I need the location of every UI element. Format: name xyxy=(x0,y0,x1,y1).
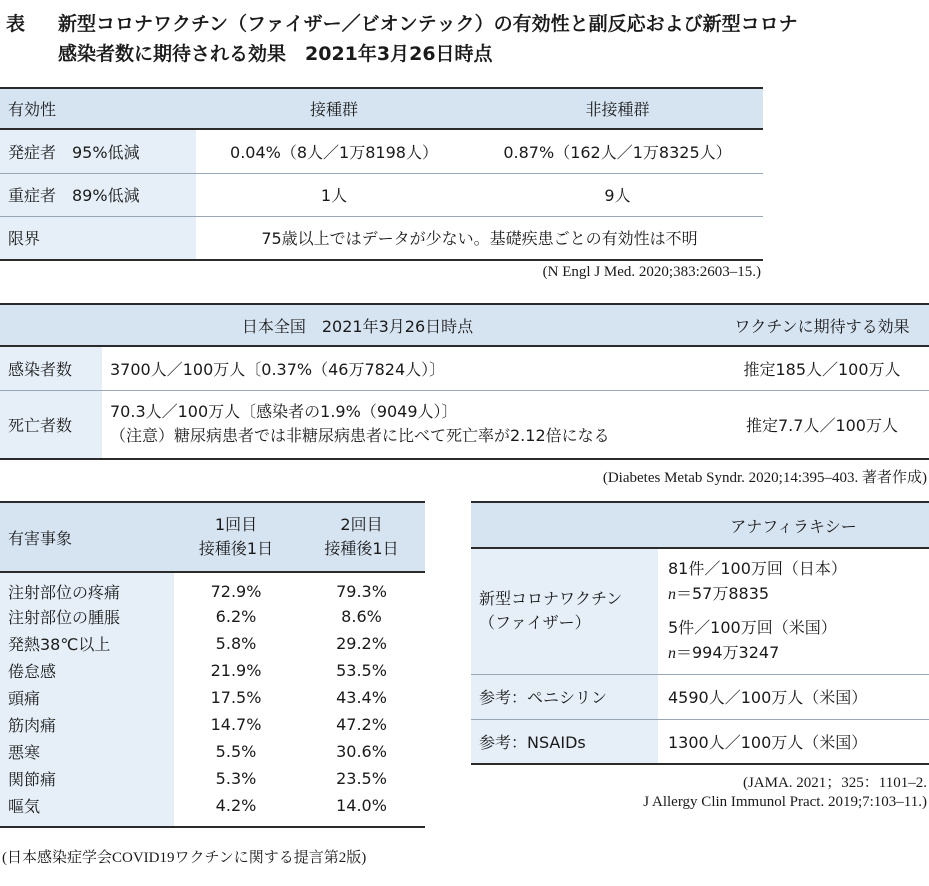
adverse-dose2-value: 14.0% xyxy=(336,795,387,815)
anaphylaxis-source-1: (JAMA. 2021；325：1101–2. xyxy=(742,775,927,791)
efficacy-vaccinated-value: 0.04%（8人／1万8198人） xyxy=(230,142,438,162)
adverse-table xyxy=(0,501,425,828)
efficacy-header-label: 有効性 xyxy=(8,100,57,119)
adverse-name: 発熱38℃以上 xyxy=(0,630,174,657)
anaphylaxis-us-rate: 5件／100万回（米国） xyxy=(668,618,837,638)
efficacy-header-vaccinated: 接種群 xyxy=(309,100,358,119)
efficacy-table xyxy=(0,87,763,261)
adverse-dose2-value: 43.4% xyxy=(336,688,387,707)
adverse-dose1-value: 5.5% xyxy=(215,742,257,761)
efficacy-row-label: 重症者 89%低減 xyxy=(0,173,196,216)
adverse-name: 嘔気 xyxy=(0,792,174,827)
anaphylaxis-vaccine-sub: （ファイザー） xyxy=(479,613,591,633)
adverse-header-dose1: 1回目 xyxy=(214,515,258,534)
adverse-header-label: 有害事象 xyxy=(8,528,73,548)
title-line-1: 新型コロナワクチン（ファイザー／ビオンテック）の有効性と副反応および新型コロナ xyxy=(58,13,798,35)
japan-death-note: （注意）糖尿病患者では非糖尿病患者に比べて死亡率が2.12倍になる xyxy=(110,426,610,446)
anaphylaxis-header-row xyxy=(471,502,929,548)
table-row xyxy=(0,572,425,603)
japan-infected-label: 感染者数 xyxy=(0,346,102,390)
japan-header-main: 日本全国 2021年3月26日時点 xyxy=(241,316,474,336)
table-row xyxy=(0,711,425,738)
japan-infected-value: 3700人／100万人〔0.37%（46万7824人）〕 xyxy=(110,359,446,379)
adverse-header-dose2-sub: 接種後1日 xyxy=(324,539,399,558)
anaphylaxis-us-n-value: ＝994万3247 xyxy=(676,643,780,663)
table-row xyxy=(0,684,425,711)
adverse-dose1-value: 6.2% xyxy=(215,607,257,626)
adverse-name: 筋肉痛 xyxy=(0,711,174,738)
anaphylaxis-table xyxy=(471,501,929,765)
adverse-dose2-value: 30.6% xyxy=(336,742,387,761)
table-row xyxy=(0,792,425,827)
japan-table xyxy=(0,303,929,460)
adverse-dose1-value: 72.9% xyxy=(210,581,262,601)
anaphylaxis-header: アナフィラキシー xyxy=(730,516,857,536)
anaphylaxis-nsaids-label: 参考：NSAIDs xyxy=(471,719,658,764)
adverse-header-dose2: 2回目 xyxy=(340,515,383,534)
n-symbol: n xyxy=(668,645,676,663)
adverse-source: (日本感染症学会COVID19ワクチンに関する提言第2版) xyxy=(2,850,367,866)
adverse-dose2-value: 23.5% xyxy=(336,769,387,788)
efficacy-header-row xyxy=(0,88,763,129)
japan-infected-effect: 推定185人／100万人 xyxy=(743,359,901,379)
anaphylaxis-penicillin-value: 4590人／100万人（米国） xyxy=(668,688,868,707)
adverse-body xyxy=(0,572,425,827)
n-symbol: n xyxy=(668,586,676,604)
efficacy-vaccinated-value: 1人 xyxy=(320,186,348,205)
adverse-name: 頭痛 xyxy=(0,684,174,711)
anaphylaxis-vaccine-label: 新型コロナワクチン xyxy=(479,589,623,609)
adverse-dose1-value: 21.9% xyxy=(210,661,262,680)
japan-header-row xyxy=(0,304,929,346)
table-row xyxy=(471,719,929,764)
adverse-name: 関節痛 xyxy=(0,765,174,792)
anaphylaxis-japan-n xyxy=(668,581,921,607)
anaphylaxis-us-n xyxy=(668,640,921,666)
title-line-2: 感染者数に期待される効果 2021年3月26日時点 xyxy=(58,43,493,65)
anaphylaxis-source-2: J Allergy Clin Immunol Pract. 2019;7:103–11.) xyxy=(643,794,927,810)
adverse-dose2-value: 79.3% xyxy=(336,581,387,601)
table-row xyxy=(0,390,929,459)
anaphylaxis-japan-rate: 81件／100万回（日本） xyxy=(668,559,847,579)
adverse-name: 悪寒 xyxy=(0,738,174,765)
table-row xyxy=(0,765,425,792)
japan-death-effect: 推定7.7人／100万人 xyxy=(746,415,898,435)
table-row xyxy=(0,630,425,657)
anaphylaxis-nsaids-value: 1300人／100万人（米国） xyxy=(668,732,868,752)
table-row xyxy=(0,657,425,684)
adverse-dose2-value: 8.6% xyxy=(341,607,382,626)
table-row xyxy=(471,548,929,674)
efficacy-unvaccinated-value: 9人 xyxy=(604,186,631,205)
adverse-dose1-value: 5.8% xyxy=(215,634,257,653)
adverse-dose1-value: 14.7% xyxy=(210,715,262,734)
table-row xyxy=(0,738,425,765)
efficacy-unvaccinated-value: 0.87%（162人／1万8325人） xyxy=(503,142,732,162)
efficacy-row-label: 発症者 95%低減 xyxy=(0,129,196,173)
adverse-dose1-value: 4.2% xyxy=(215,795,257,815)
adverse-dose2-value: 29.2% xyxy=(336,634,387,653)
japan-death-value: 70.3人／100万人〔感染者の1.9%（9049人）〕 xyxy=(110,402,458,422)
efficacy-limit-label: 限界 xyxy=(0,216,196,260)
table-row xyxy=(0,173,763,216)
table-row xyxy=(471,674,929,719)
adverse-dose1-value: 5.3% xyxy=(215,769,257,788)
adverse-dose2-value: 47.2% xyxy=(336,715,387,734)
table-mark: 表 xyxy=(6,13,26,35)
adverse-header-row xyxy=(0,502,425,572)
efficacy-header-unvaccinated: 非接種群 xyxy=(585,100,650,119)
japan-death-label: 死亡者数 xyxy=(0,390,102,459)
anaphylaxis-japan-n-value: ＝57万8835 xyxy=(676,584,770,604)
efficacy-limit-text: 75歳以上ではデータが少ない。基礎疾患ごとの有効性は不明 xyxy=(261,229,698,249)
adverse-dose2-value: 53.5% xyxy=(336,661,387,680)
table-row xyxy=(0,216,763,260)
adverse-name: 注射部位の腫脹 xyxy=(0,603,174,630)
adverse-header-dose1-sub: 接種後1日 xyxy=(198,539,274,558)
adverse-name: 注射部位の疼痛 xyxy=(0,572,174,603)
adverse-name: 倦怠感 xyxy=(0,657,174,684)
efficacy-source: (N Engl J Med. 2020;383:2603–15.) xyxy=(542,264,761,280)
table-row xyxy=(0,346,929,390)
japan-source: (Diabetes Metab Syndr. 2020;14:395–403. 著者作成) xyxy=(602,470,927,486)
japan-header-effect: ワクチンに期待する効果 xyxy=(734,316,910,336)
adverse-dose1-value: 17.5% xyxy=(210,688,262,707)
table-row xyxy=(0,603,425,630)
anaphylaxis-penicillin-label: 参考：ペニシリン xyxy=(471,674,658,719)
table-row xyxy=(0,129,763,173)
